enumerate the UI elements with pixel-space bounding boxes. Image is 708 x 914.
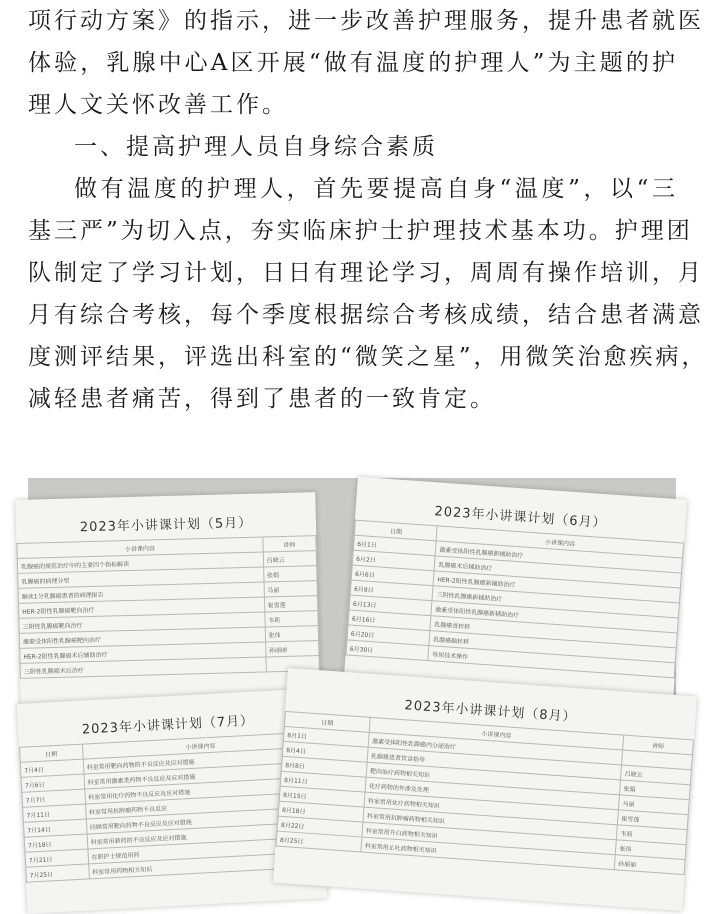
july-plan-title: 2023年小讲课计划（7月） [81,713,255,738]
cell: 三阴性乳腺癌新辅助治疗 [432,586,679,618]
cell: 7月21日 [25,849,88,867]
text-line: 月有综合考核，每个季度根据综合考核成绩，结合患者满意 [28,302,704,328]
cell: 回顾常用靶向药物不良反应及应对措施 [86,807,323,834]
cell: 韦莉 [264,611,318,627]
paragraph-intro [28,0,704,126]
col-content: 小讲课内容 [437,526,684,558]
may-plan-title: 2023年小讲课计划（5月） [79,515,253,536]
cell: 在职护士规范用药 [87,837,324,864]
col-content: 小讲课内容 [17,537,263,558]
cell: 7月14日 [23,819,86,837]
cell: 乳腺癌的规范治疗中的主要四个指标解读 [17,552,263,573]
cell: 7月4日 [20,759,83,777]
cell: 崔雪莲 [264,596,318,612]
cell: 张娟 [620,780,691,800]
text-line: 理人文关怀改善工作。 [28,92,288,118]
text-line: 项行动方案》的指示，进一步改善护理服务，提升患者就医 [28,8,704,34]
cell: 吕晓云 [263,551,317,567]
august-plan-sheet [273,668,697,911]
col-date: 日期 [19,744,82,762]
col-teacher: 讲师 [262,536,316,552]
june-plan-title: 2023年小讲课计划（6月） [433,504,607,532]
cell: HER-2阳性乳腺癌新辅助治疗 [433,571,680,603]
cell: 科室常用化疗药物不良反应及应对措施 [84,777,321,804]
cell: 乳腺癌术后辅助治疗 [434,556,681,588]
cell: 孙丽丽 [265,641,319,657]
cell: 激素受体阳性乳腺癌新辅助治疗 [431,601,678,633]
cell: 8月1日 [283,726,369,747]
cell: 张伟 [615,840,686,860]
cell: 科室常用新药的不良反应及应对措施 [87,822,324,849]
col-date: 日期 [354,520,437,541]
cell: 科室常用止吐药物相关知识 [361,837,616,870]
cell: 6月20日 [347,625,430,646]
cell: 张娟 [263,566,317,582]
col-content: 小讲课内容 [369,717,624,750]
cell: 激素受体阳性乳腺癌靶向治疗 [19,627,265,648]
cell: 8月25日 [276,831,362,852]
cell: 6月1日 [353,535,436,556]
august-plan-table [276,711,694,875]
text-line: 队制定了学习计划，日日有理论学习，周周有操作培训，月 [28,260,704,286]
cell: 8月8日 [281,756,367,777]
cell: 乳腺癌患者饮食指导 [367,747,622,780]
cell: 张伟 [265,626,319,642]
june-plan-table [345,520,684,679]
text-line: 减轻患者痛苦，得到了患者的一致肯定。 [28,386,496,412]
cell: 6月13日 [349,595,432,616]
article-text [28,0,708,420]
cell: 三阴性乳腺癌术后治疗 [20,657,266,678]
cell: 化疗药物的外渗及处理 [365,777,620,810]
lecture-plan-photo [20,478,676,883]
cell: 7月7日 [22,789,85,807]
cell: HER-2阳性乳腺癌靶向治疗 [19,597,265,618]
cell: 三阴性乳腺癌靶向治疗 [19,612,265,633]
cell: 8月11日 [280,771,366,792]
cell: 7月11日 [23,804,86,822]
cell: 7月18日 [24,834,87,852]
col-date: 日期 [284,711,370,732]
cell: 6月2日 [352,550,435,571]
cell: 8月18日 [278,801,364,822]
text-line: 体验，乳腺中心A区开展“做有温度的护理人”为主题的护 [28,50,678,76]
cell: 8月22日 [277,816,363,837]
cell: 靶向治疗药物相关知识 [366,762,621,795]
cell: 马丽 [264,581,318,597]
col-teacher: 讲师 [623,735,694,755]
cell: 崔雪莲 [617,810,688,830]
text-line: 基三严”为切入点，夯实临床护士护理技术基本功。护理团 [28,218,693,244]
cell: 科室常用激素类药物不良反应及应对措施 [84,762,321,789]
cell: 吕晓云 [621,765,692,785]
cell: 导尿技术操作 [428,646,675,678]
august-plan-title: 2023年小讲课计划（8月） [403,698,577,726]
cell: 解读1分乳腺癌患者的病理报告 [18,582,264,603]
cell: 激素受体阳性乳腺癌新辅助治疗 [436,541,683,573]
cell: 科室常用抗肿瘤药物相关知识 [363,807,618,840]
may-plan-sheet [15,492,320,710]
cell: 科室常用化疗药物相关知识 [364,792,619,825]
paragraph-body [28,168,708,420]
cell: 6月16日 [348,610,431,631]
cell: 乳腺癌的病理分型 [18,567,264,588]
cell: 科室常用抗肿瘤药物不良反应 [85,792,322,819]
cell: 8月4日 [282,741,368,762]
section-heading: 一、提高护理人员自身综合素质 [74,134,438,160]
cell: 激素受体阳性乳腺癌内分泌治疗 [368,732,623,765]
cell: 6月6日 [351,565,434,586]
cell: 马丽 [619,795,690,815]
may-plan-table [16,535,319,679]
cell: HER-2阳性乳腺癌术后辅助治疗 [20,642,266,663]
cell: 8月15日 [279,786,365,807]
cell: 孙丽丽 [614,855,685,875]
cell: 韦莉 [616,825,687,845]
cell: 6月8日 [350,580,433,601]
cell: 乳腺癌骨转移 [430,616,677,648]
cell: 6月30日 [346,640,429,661]
cell: 7月25日 [26,864,89,882]
text-line: 做有温度的护理人，首先要提高自身“温度”，以“三 [74,176,678,202]
col-content: 小讲课内容 [82,732,319,759]
cell: 乳腺癌脑转移 [429,631,676,663]
text-line: 度测评结果，评选出科室的“微笑之星”，用微笑治愈疾病， [28,344,708,370]
cell: 科室常用靶向药物的不良反应及应对措施 [83,747,320,774]
cell: 科室常用药物相关知识 [88,852,325,879]
cell: 科室常用升白药物相关知识 [362,822,617,855]
cell: 7月6日 [21,774,84,792]
